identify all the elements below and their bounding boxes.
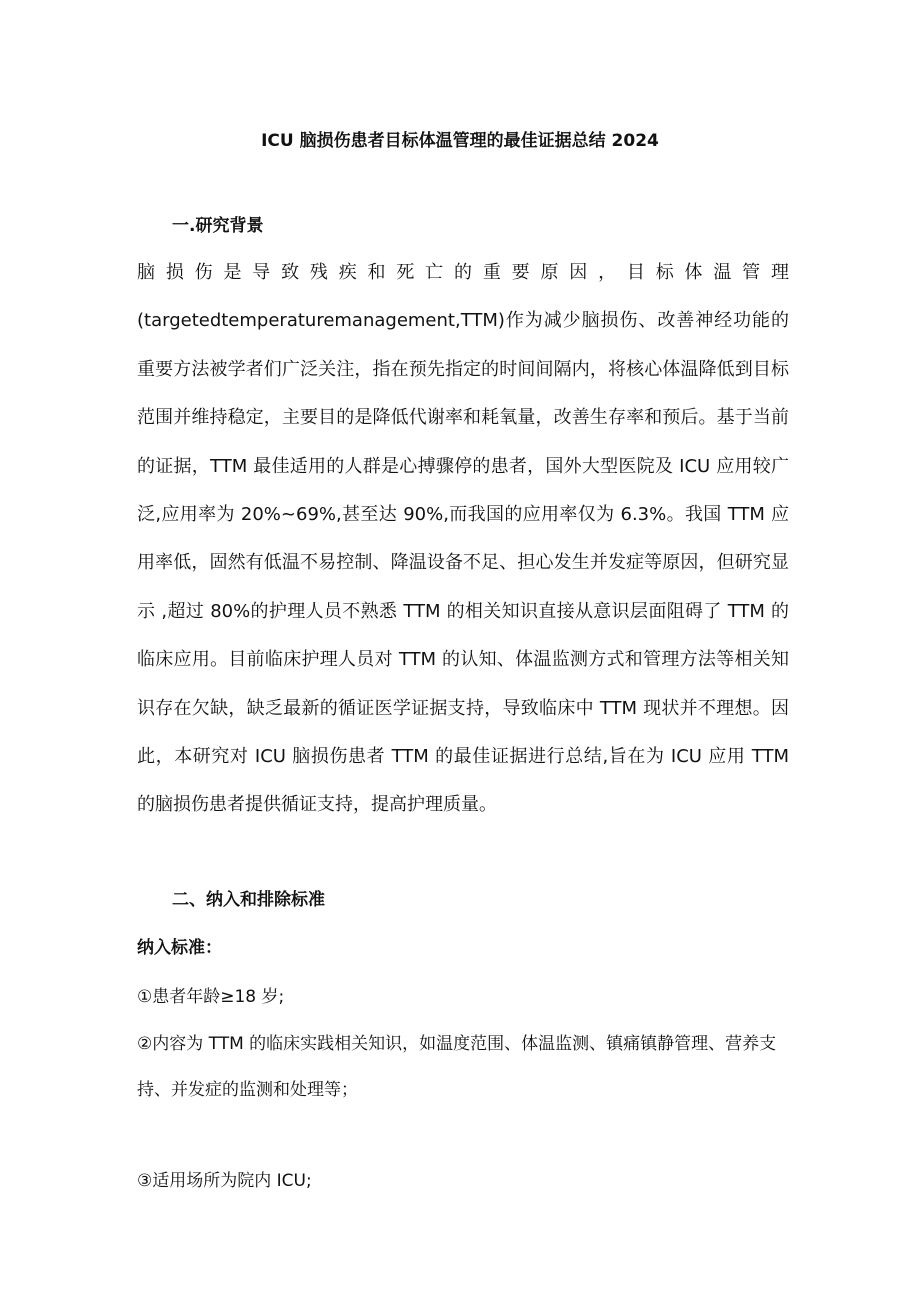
criterion-item-setting: ③适用场所为院内 ICU; [137,1171,312,1191]
inclusion-criteria-label: 纳入标准： [137,938,222,958]
section-heading-background: 一.研究背景 [172,216,264,236]
criterion-item-age: ①患者年龄≥18 岁; [137,987,285,1007]
background-paragraph: 脑损伤是导致残疾和死亡的重要原因，目标体温管理(targetedtemperaturemanagement,TTM)作为减少脑损伤、改善神经功能的重要方法被学者们广泛关注，指在预先指定的时间间隔内，将核心体温降低到目标范围并维持稳定，主要目的是降低代谢率和耗氧量，改善生存率和预后。基于当前的证据，TTM 最佳适用的人群是心搏骤停的患者，国外大型医院及 ICU 应用较广泛,应用率为 20%~69%,甚至达 90%,而我国的应用率仅为 6.3%。我国 TTM 应用率低，固然有低温不易控制、降温设备不足、担心发生并发症等原因，但研究显示 ,超过 80%的护理人员不熟悉 TTM 的相关知识直接从意识层面阻碍了 TTM 的临床应用。目前临床护理人员对 TTM 的认知、体温监测方式和管理方法等相关知识存在欠缺，缺乏最新的循证医学证据支持，导致临床中 TTM 现状并不理想。因此，本研究对 ICU 脑损伤患者 TTM 的最佳证据进行总结,旨在为 ICU 应用 TTM 的脑损伤患者提供循证支持，提高护理质量。 [137,262,789,816]
document-title: ICU 脑损伤患者目标体温管理的最佳证据总结 2024 [261,131,659,151]
criterion-item-content: ②内容为 TTM 的临床实践相关知识，如温度范围、体温监测、镇痛镇静管理、营养支持、并发症的监测和处理等； [137,1034,777,1100]
section-heading-criteria: 二、纳入和排除标准 [172,890,325,910]
